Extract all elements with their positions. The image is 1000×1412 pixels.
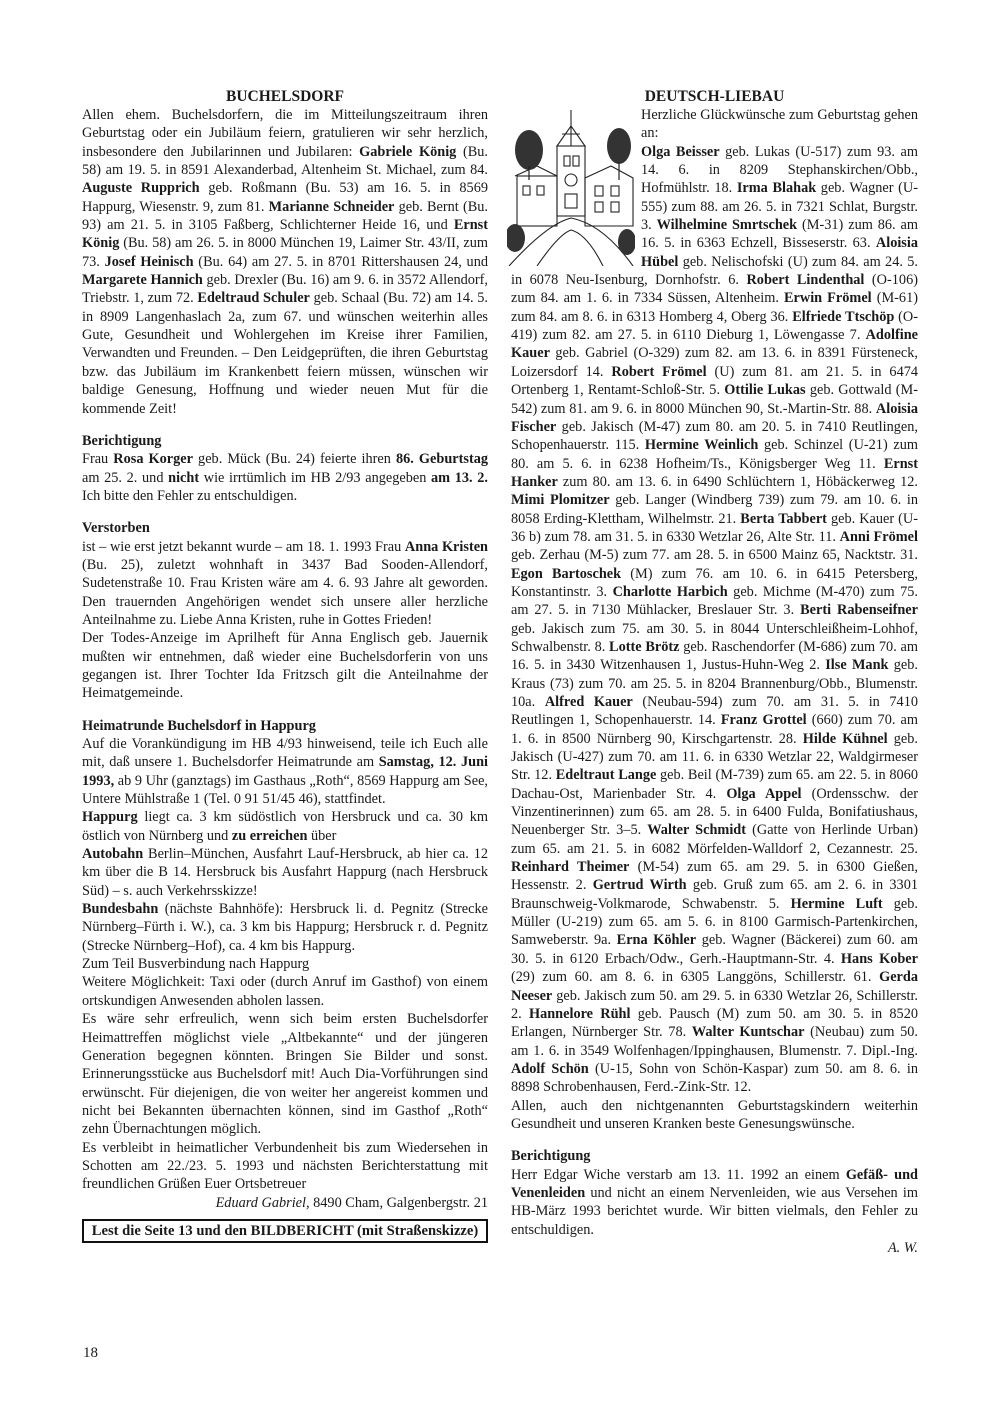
meeting-taxi: Weitere Möglichkeit: Taxi oder (durch Anruf im Gasthof) von einem ortskundigen Anwesenden abholen lassen. [82,974,488,1009]
person-name: Gertrud Wirth [592,877,687,894]
person-name: Happurg [82,809,138,826]
page-number: 18 [83,1345,98,1361]
person-name: Gabriele König [359,143,457,160]
person-name: Hermine Weinlich [644,437,759,454]
person-name: Erwin Frömel [784,290,872,307]
person-name: Robert Frömel [611,363,707,380]
buchelsdorf-correction-title: Berichtigung [82,432,162,449]
deutsch-liebau-initials: A. W. [887,1239,918,1256]
person-name: Hannelore Rühl [528,1005,631,1022]
meeting-autobahn: Autobahn Berlin–München, Ausfahrt Lauf-Hersbruck, ab hier ca. 12 km über die B 14. Hersbruck bis Ausfahrt Happurg (nach Hersbruck Süd) – s. auch Verkehrsskizze! [82,846,488,899]
deutsch-liebau-correction-title: Berichtigung [511,1148,591,1165]
person-name: Anni Frömel [839,528,918,545]
person-name: Reinhard Theimer [511,859,630,876]
buchelsdorf-birthdays: Allen ehem. Buchelsdorfern, die im Mitteilungszeitraum ihren Geburtstag oder ein Jubiläum feiern, gratulieren wir sehr herzlich, insbesondere den Jubilarinnen und Jubilaren: Gabriele König (Bu. 58) am 19. 5. in 8591 Alexanderbad, Altenheim St. Michael, zum 84. Auguste Rupprich geb. Roßmann (Bu. 53) am 16. 5. in 8569 Happurg, Wiesenstr. 9, zum 81. Marianne Schneider geb. Bernt (Bu. 93) am 21. 5. in 3105 Faßberg, Schlichterner Heide 16, und Ernst König (Bu. 58) am 26. 5. in 8000 München 19, Laimer Str. 43/II, zum 73. Josef Heinisch (Bu. 64) am 27. 5. in 8701 Rittershausen 24, und Margarete Hannich geb. Drexler (Bu. 16) am 9. 6. in 3572 Allendorf, Triebstr. 1, zum 72. Edeltraud Schuler geb. Schaal (Bu. 72) am 14. 5. in 8909 Langenhaslach 2a, zum 67. und wünschen weiterhin alles Gute, Gesundheit und Wohlergehen im Kreise ihrer Familien, Verwandten und Freunden. – Den Leidgeprüften, die ihren Geburtstag bzw. das Jubiläum im Krankenbett feiern müssen, wünschen wir baldige Genesung, Hoffnung und wieder neuen Mut für die kommende Zeit! [82,107,489,417]
person-name: Ernst Hanker [511,455,918,490]
person-name: Irma Blahak [736,180,817,197]
person-name: Ilse Mank [825,657,889,674]
person-name: Erna Köhler [616,932,697,949]
person-name: Aloisia Fischer [511,400,918,435]
deutsch-liebau-birthdays: Olga Beisser geb. Lukas (U-517) zum 93. am 14. 6. in 8209 Stephanskirchen/Obb., Hofmühlstr. 18. Irma Blahak geb. Wagner (U-555) zum 88. am 26. 5. in 7321 Schlat, Burgstr. 3. Wilhelmine Smrtschek (M-31) zum 86. am 16. 5. in 6363 Echzell, Bisseserstr. 63. Aloisia Hübel geb. Nelischofski (U) zum 84. am 24. 5. in 6078 Neu-Isenburg, Dornhofstr. 6. Robert Lindenthal (O-106) zum 84. am 1. 6. in 7334 Süssen, Altenheim. Erwin Frömel (M-61) zum 84. am 8. 6. in 6313 Homberg 4, Oberg 36. Elfriede Ttschöp (O-419) zum 82. am 27. 5. in 6110 Dieburg 1, Löwengasse 7. Adolfine Kauer geb. Gabriel (O-329) zum 82. am 13. 6. in 8391 Fürsteneck, Loizersdorf 14. Robert Frömel (U) zum 81. am 21. 5. in 6474 Ortenberg 1, Rentamt-Schloß-Str. 5. Ottilie Lukas geb. Gottwald (M-542) zum 81. am 9. 6. in 8000 München 90, St.-Martin-Str. 88. Aloisia Fischer geb. Jakisch (M-47) zum 80. am 20. 5. in 7410 Reutlingen, Schopenhauerstr. 115. Hermine Weinlich geb. Schinzel (U-21) zum 80. am 5. 6. in 6238 Hofheim/Ts., Königsberger Weg 11. Ernst Hanker zum 80. am 13. 6. in 6490 Schlüchtern 1, Höbäckerweg 12. Mimi Plomitzer geb. Langer (Windberg 739) zum 79. am 10. 6. in 8058 Erding-Klettham, Wilhelmstr. 21. Berta Tabbert geb. Kauer (U-36 b) zum 78. am 31. 5. in 6330 Wetzlar 26, Alte Str. 11. Anni Frömel geb. Zerhau (M-5) zum 77. am 28. 5. in 6500 Mainz 65, Nacktstr. 31. Egon Bartoschek (M) zum 76. am 10. 6. in 6415 Petersberg, Konstantinstr. 3. Charlotte Harbich geb. Michme (M-470) zum 75. am 27. 5. in 7130 Mühlacker, Breslauer Str. 3. Berti Rabenseifner geb. Jakisch zum 75. am 30. 5. in 8044 Unterschleißheim-Lohhof, Schwalbenstr. 8. Lotte Brötz geb. Raschendorfer (M-686) zum 70. am 16. 5. in 3430 Witzenhausen 1, Justus-Huhn-Weg 2. Ilse Mank geb. Kraus (73) zum 70. am 25. 5. in 8204 Brannenburg/Obb., Blumenstr. 10a. Alfred Kauer (Neubau-594) zum 70. am 31. 5. in 7410 Reutlingen 1, Schopenhauerstr. 14. Franz Grottel (660) zum 70. am 1. 6. in 8500 Nürnberg 90, Kirschgartenstr. 28. Hilde Kühnel geb. Jakisch (U-427) zum 70. am 11. 6. in 6330 Wetzlar 22, Waldgirmeser Str. 12. Edeltraut Lange geb. Beil (M-739) zum 65. am 22. 5. in 8060 Dachau-Ost, Marienbader Str. 4. Olga Appel (Ordensschw. der Vinzentinerinnen) zum 65. am 28. 5. in 6400 Fulda, Bonifatiushaus, Neuenberger Str. 3–5. Walter Schmidt (Gatte von Herlinde Urban) zum 65. am 21. 5. in 6082 Mörfelden-Walldorf 2, Cezannestr. 25. Reinhard Theimer (M-54) zum 65. am 29. 5. in 6300 Gießen, Hessenstr. 2. Gertrud Wirth geb. Gruß zum 65. am 2. 6. in 3301 Braunschweig-Volkmarode, Schwabenstr. 5. Hermine Luft geb. Müller (U-219) zum 65. am 5. 6. in 8100 Garmisch-Partenkirchen, Samweberstr. 9a. Erna Köhler geb. Wagner (Bäckerei) zum 60. am 30. 5. in 6120 Erbach/Odw., Gerh.-Hauptmann-Str. 4. Hans Kober (29) zum 60. am 8. 6. in 6305 Langgöns, Schillerstr. 61. Gerda Neeser geb. Jakisch zum 50. am 29. 5. in 6330 Wetzlar 26, Schillerstr. 2. Hannelore Rühl geb. Pausch (M) zum 50. am 30. 5. in 8520 Erlangen, Nürnberger Str. 78. Walter Kuntschar (Neubau) zum 50. am 1. 6. in 3549 Wolfenhagen/Ippinghausen, Blumenstr. 7. Dipl.-Ing. Adolf Schön (U-15, Sohn von Schön-Kaspar) zum 50. am 8. 6. in 8898 Schrobenhausen, Ferd.-Zink-Str. 12. [511,143,919,1096]
person-name: Robert Lindenthal [746,272,865,289]
person-name: Egon Bartoschek [511,565,622,582]
left-signature [82,1194,488,1212]
deutsch-liebau-signature-row [511,1239,918,1257]
person-name: Walter Schmidt [647,822,747,839]
church-tower-illustration [507,106,635,266]
person-name: am 13. 2. [431,469,488,486]
meeting-location: Happurg liegt ca. 3 km südöstlich von Hersbruck und ca. 30 km östlich von Nürnberg und zu erreichen über [82,809,488,844]
person-name: Wilhelmine Smrtschek [656,217,798,234]
person-name: Anna Kristen [404,538,489,555]
person-name: Auguste Rupprich [82,180,200,197]
right-column [511,88,918,1257]
meeting-appeal: Es wäre sehr erfreulich, wenn sich beim ersten Buchelsdorfer Heimattreffen möglichst viele „Altbekannte“ und der jüngeren Generation begegnen könnten. Bringen Sie Bilder und sonst. Erinnerungsstücke aus Buchelsdorf mit! Auch Dia-Vorführungen sind erwünscht. Für diejenigen, die von weiter her angereist kommen und nicht bei Bekannten übernachten können, sind im Gasthof „Roth“ zehn Übernachtungen möglich. [82,1011,488,1138]
person-name: Adolfine Kauer [511,327,918,362]
person-name: Edeltraut Lange [555,767,657,784]
person-name: Adolf Schön [511,1060,589,1077]
deutsch-liebau-heading: DEUTSCH-LIEBAU [644,88,785,105]
meeting-title: Heimatrunde Buchelsdorf in Happurg [82,717,316,734]
person-name: Charlotte Harbich [612,583,728,600]
buchelsdorf-correction: Frau Rosa Korger geb. Mück (Bu. 24) feierte ihren 86. Geburtstag am 25. 2. und nicht wie irrtümlich im HB 2/93 angegeben am 13. 2. Ich bitte den Fehler zu entschuldigen. [82,451,489,504]
read-page-hint-box: Lest die Seite 13 und den BILDBERICHT (mit Straßenskizze) [82,1219,488,1243]
person-name: Hans Kober [840,950,918,967]
deceased-notice: ist – wie erst jetzt bekannt wurde – am 18. 1. 1993 Frau Anna Kristen (Bu. 25), zuletzt wohnhaft in 3437 Bad Sooden-Allendorf, Sudetenstraße 10. Frau Kristen wäre am 4. 6. 93 Jahre alt geworden. Den trauernden Angehörigen wendet sich unsere aller herzliche Anteilnahme zu. Liebe Anna Kristen, ruhe in Gottes Frieden! [82,538,489,628]
person-name: Autobahn [82,846,144,863]
person-name: 86. Geburtstag [395,451,489,468]
person-name: Gefäß- und Venenleiden [511,1166,918,1201]
deutsch-liebau-closing: Allen, auch den nichtgenannten Geburtstagskindern weiterhin Gesundheit und unseren Kranken beste Genesungswünsche. [511,1097,918,1132]
meeting-closing: Es verbleibt in heimatlicher Verbundenheit bis zum Wiedersehen in Schotten am 22./23. 5. 1993 und nächsten Berichterstattung mit freundlichen Grüßen Euer Ortsbetreuer [82,1139,488,1193]
person-name: Edeltraud Schuler [197,290,310,307]
person-name: Elfriede Ttschöp [792,308,895,325]
deutsch-liebau-intro: Herzliche Glückwünsche zum Geburtstag gehen an: [641,107,918,142]
person-name: zu erreichen [231,827,308,844]
person-name: Josef Heinisch [104,253,194,270]
person-name: Alfred Kauer [544,694,633,710]
person-name: Berta Tabbert [740,510,827,527]
person-name: Marianne Schneider [268,198,395,215]
deceased-notice-2: Der Todes-Anzeige im Aprilheft für Anna Englisch geb. Jauernik mußten wir entnehmen, daß wieder eine Buchelsdorferin von uns gegangen ist. Ihrer Tochter Ida Fritzsch gilt die Anteilnahme der Heimatgemeinde. [82,630,488,702]
person-name: Rosa Korger [113,451,193,468]
person-name: Samstag, 12. Juni 1993, [82,754,489,789]
person-name: Ernst König [82,217,488,252]
person-name: Margarete Hannich [82,272,203,289]
person-name: Mimi Plomitzer [511,492,610,509]
person-name: Bundesbahn [82,901,159,918]
person-name: Lotte Brötz [609,638,680,655]
person-name: Gerda Neeser [511,969,918,1004]
person-name: Olga Appel [726,785,802,802]
deceased-title: Verstorben [82,520,150,537]
person-name: Berti Rabenseifner [800,602,918,619]
person-name: Ottilie Lukas [724,382,806,399]
person-name: Aloisia Hübel [641,235,918,270]
person-name: Hilde Kühnel [802,730,888,747]
meeting-bus: Zum Teil Busverbindung nach Happurg [82,956,310,973]
signature-name: Eduard Gabriel, [215,1194,310,1211]
meeting-announcement: Auf die Vorankündigung im HB 4/93 hinweisend, teile ich Euch alle mit, daß unsere 1. Buchelsdorfer Heimatrunde am Samstag, 12. Juni 1993, ab 9 Uhr (ganztags) im Gasthaus „Roth“, 8569 Happurg am See, Untere Mühlstraße 1 (Tel. 0 91 51/45 46), stattfindet. [82,736,489,808]
person-name: Olga Beisser [641,143,720,160]
person-name: Walter Kuntschar [691,1024,805,1041]
person-name: nicht [168,469,200,486]
person-name: Franz Grottel [720,712,807,729]
buchelsdorf-heading: BUCHELSDORF [226,88,344,105]
meeting-bahn: Bundesbahn (nächste Bahnhöfe): Hersbruck li. d. Pegnitz (Strecke Nürnberg–Fürth i. W.), ca. 3 km bis Happurg; Hersbruck r. d. Pegnitz (Strecke Nürnberg–Hof), ca. 4 km bis Happurg. [82,901,488,954]
person-name: Hermine Luft [790,895,883,912]
signature-address: 8490 Cham, Galgenbergstr. 21 [309,1194,488,1211]
deutsch-liebau-correction: Herr Edgar Wiche verstarb am 13. 11. 1992 an einem Gefäß- und Venenleiden und nicht an einem Nervenleiden, wie aus Versehen im HB-März 1993 berichtet wurde. Wir bitten vielmals, den Fehler zu entschuldigen. [511,1166,918,1238]
left-column [82,88,488,1243]
